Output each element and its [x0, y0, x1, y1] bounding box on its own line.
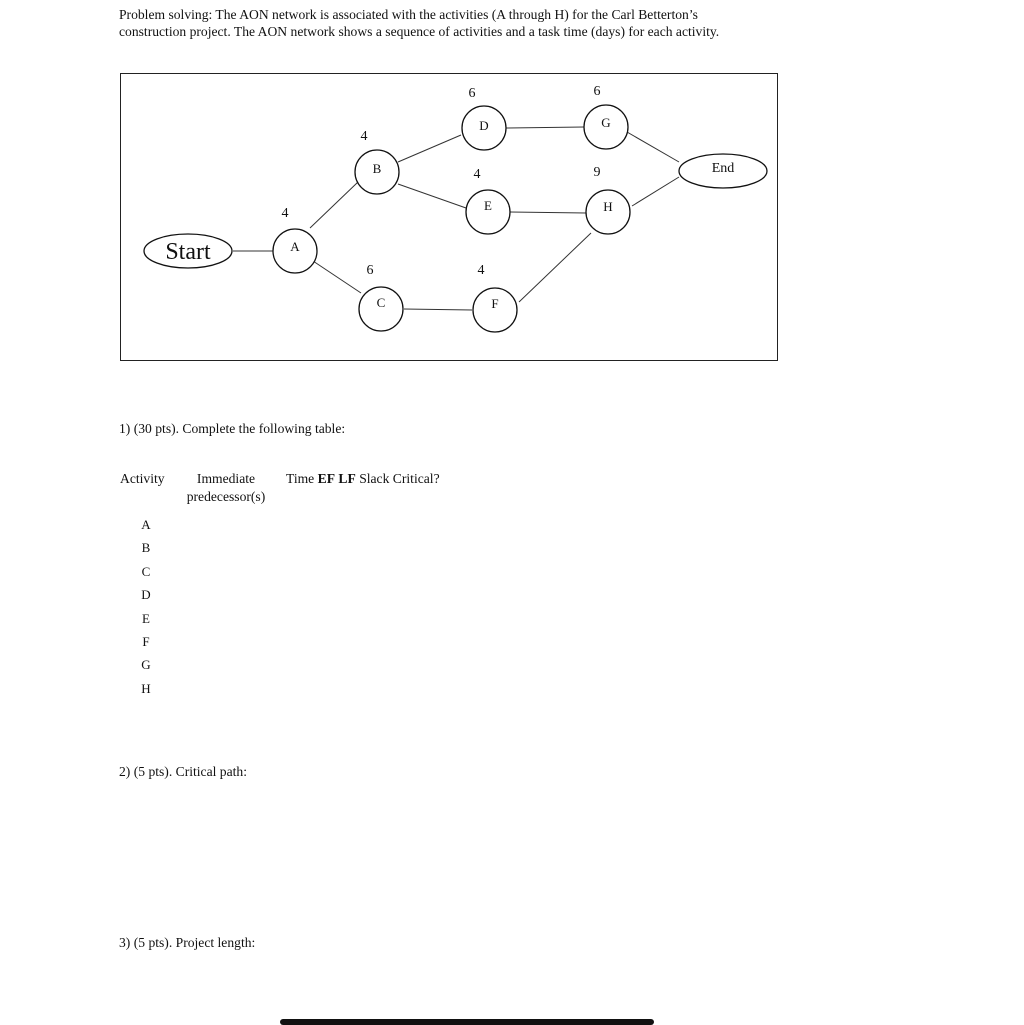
edge-a-b — [310, 182, 358, 228]
node-c-label: C — [376, 295, 386, 310]
start-node-label: Start — [165, 239, 211, 265]
edge-a-c — [313, 261, 361, 293]
node-d-label: D — [479, 118, 489, 133]
node-d — [462, 86, 506, 150]
col-predecessor-header — [176, 470, 276, 506]
node-a-time: 4 — [281, 206, 289, 221]
end-node — [679, 154, 767, 188]
col-ef-header: EF — [317, 471, 335, 486]
activity-row: A — [141, 517, 151, 532]
activity-row: D — [141, 587, 151, 603]
node-b-label: B — [372, 161, 382, 176]
activity-row: G — [141, 657, 151, 673]
activity-row: H — [141, 680, 151, 696]
question-1: 1) (30 pts). Complete the following table: — [119, 421, 346, 436]
col-time-header: Time — [286, 471, 315, 486]
aon-network-svg — [121, 74, 777, 360]
problem-statement-line-2: construction project. The AON network shows a sequence of activities and a task time (days) for each activity. — [119, 24, 720, 39]
node-h — [586, 165, 630, 234]
node-c — [359, 263, 403, 331]
node-e — [466, 167, 510, 234]
edge-g-end — [627, 132, 679, 162]
col-time-ef-lf-slack-critical-header — [286, 470, 440, 488]
aon-network-diagram — [120, 73, 778, 361]
edge-b-e — [398, 184, 466, 208]
node-g-label: G — [601, 115, 611, 130]
edge-b-d — [398, 135, 461, 162]
node-e-time: 4 — [473, 167, 481, 182]
node-b — [355, 129, 399, 194]
node-b-time: 4 — [360, 129, 368, 144]
edge-f-h — [519, 233, 591, 302]
question-3: 3) (5 pts). Project length: — [119, 935, 256, 950]
node-h-time: 9 — [593, 165, 601, 180]
node-a-label: A — [290, 239, 300, 254]
activity-row: F — [142, 633, 150, 649]
node-c-time: 6 — [366, 263, 374, 278]
col-activity-header: Activity — [120, 471, 165, 486]
edge-h-end — [632, 177, 679, 206]
question-2: 2) (5 pts). Critical path: — [119, 764, 247, 779]
edge-e-h — [510, 212, 586, 213]
col-critical-header: Critical? — [392, 471, 440, 486]
col-predecessor-header-line-2: predecessor(s) — [186, 489, 266, 504]
problem-statement-line-1: Problem solving: The AON network is associated with the activities (A through H) for the Carl Betterton’s — [119, 7, 698, 22]
activity-row: C — [141, 563, 151, 579]
activity-rows — [136, 516, 156, 703]
node-f — [473, 263, 517, 332]
col-predecessor-header-line-1: Immediate — [196, 471, 256, 486]
problem-statement — [119, 6, 779, 40]
node-h-label: H — [603, 199, 613, 214]
node-g — [584, 84, 628, 149]
scroll-indicator-bar[interactable] — [280, 1019, 654, 1025]
activity-row: B — [141, 540, 151, 556]
node-f-label: F — [491, 296, 499, 311]
node-g-time: 6 — [593, 84, 601, 99]
start-node — [144, 234, 232, 268]
node-f-time: 4 — [477, 263, 485, 278]
edge-d-g — [506, 127, 584, 128]
end-node-label: End — [711, 161, 735, 176]
col-slack-header: Slack — [359, 471, 390, 486]
activity-row: E — [142, 610, 150, 626]
node-d-time: 6 — [468, 86, 476, 101]
edge-c-f — [404, 309, 472, 310]
node-e-label: E — [484, 198, 492, 213]
col-lf-header: LF — [338, 471, 356, 486]
node-a — [273, 206, 317, 273]
